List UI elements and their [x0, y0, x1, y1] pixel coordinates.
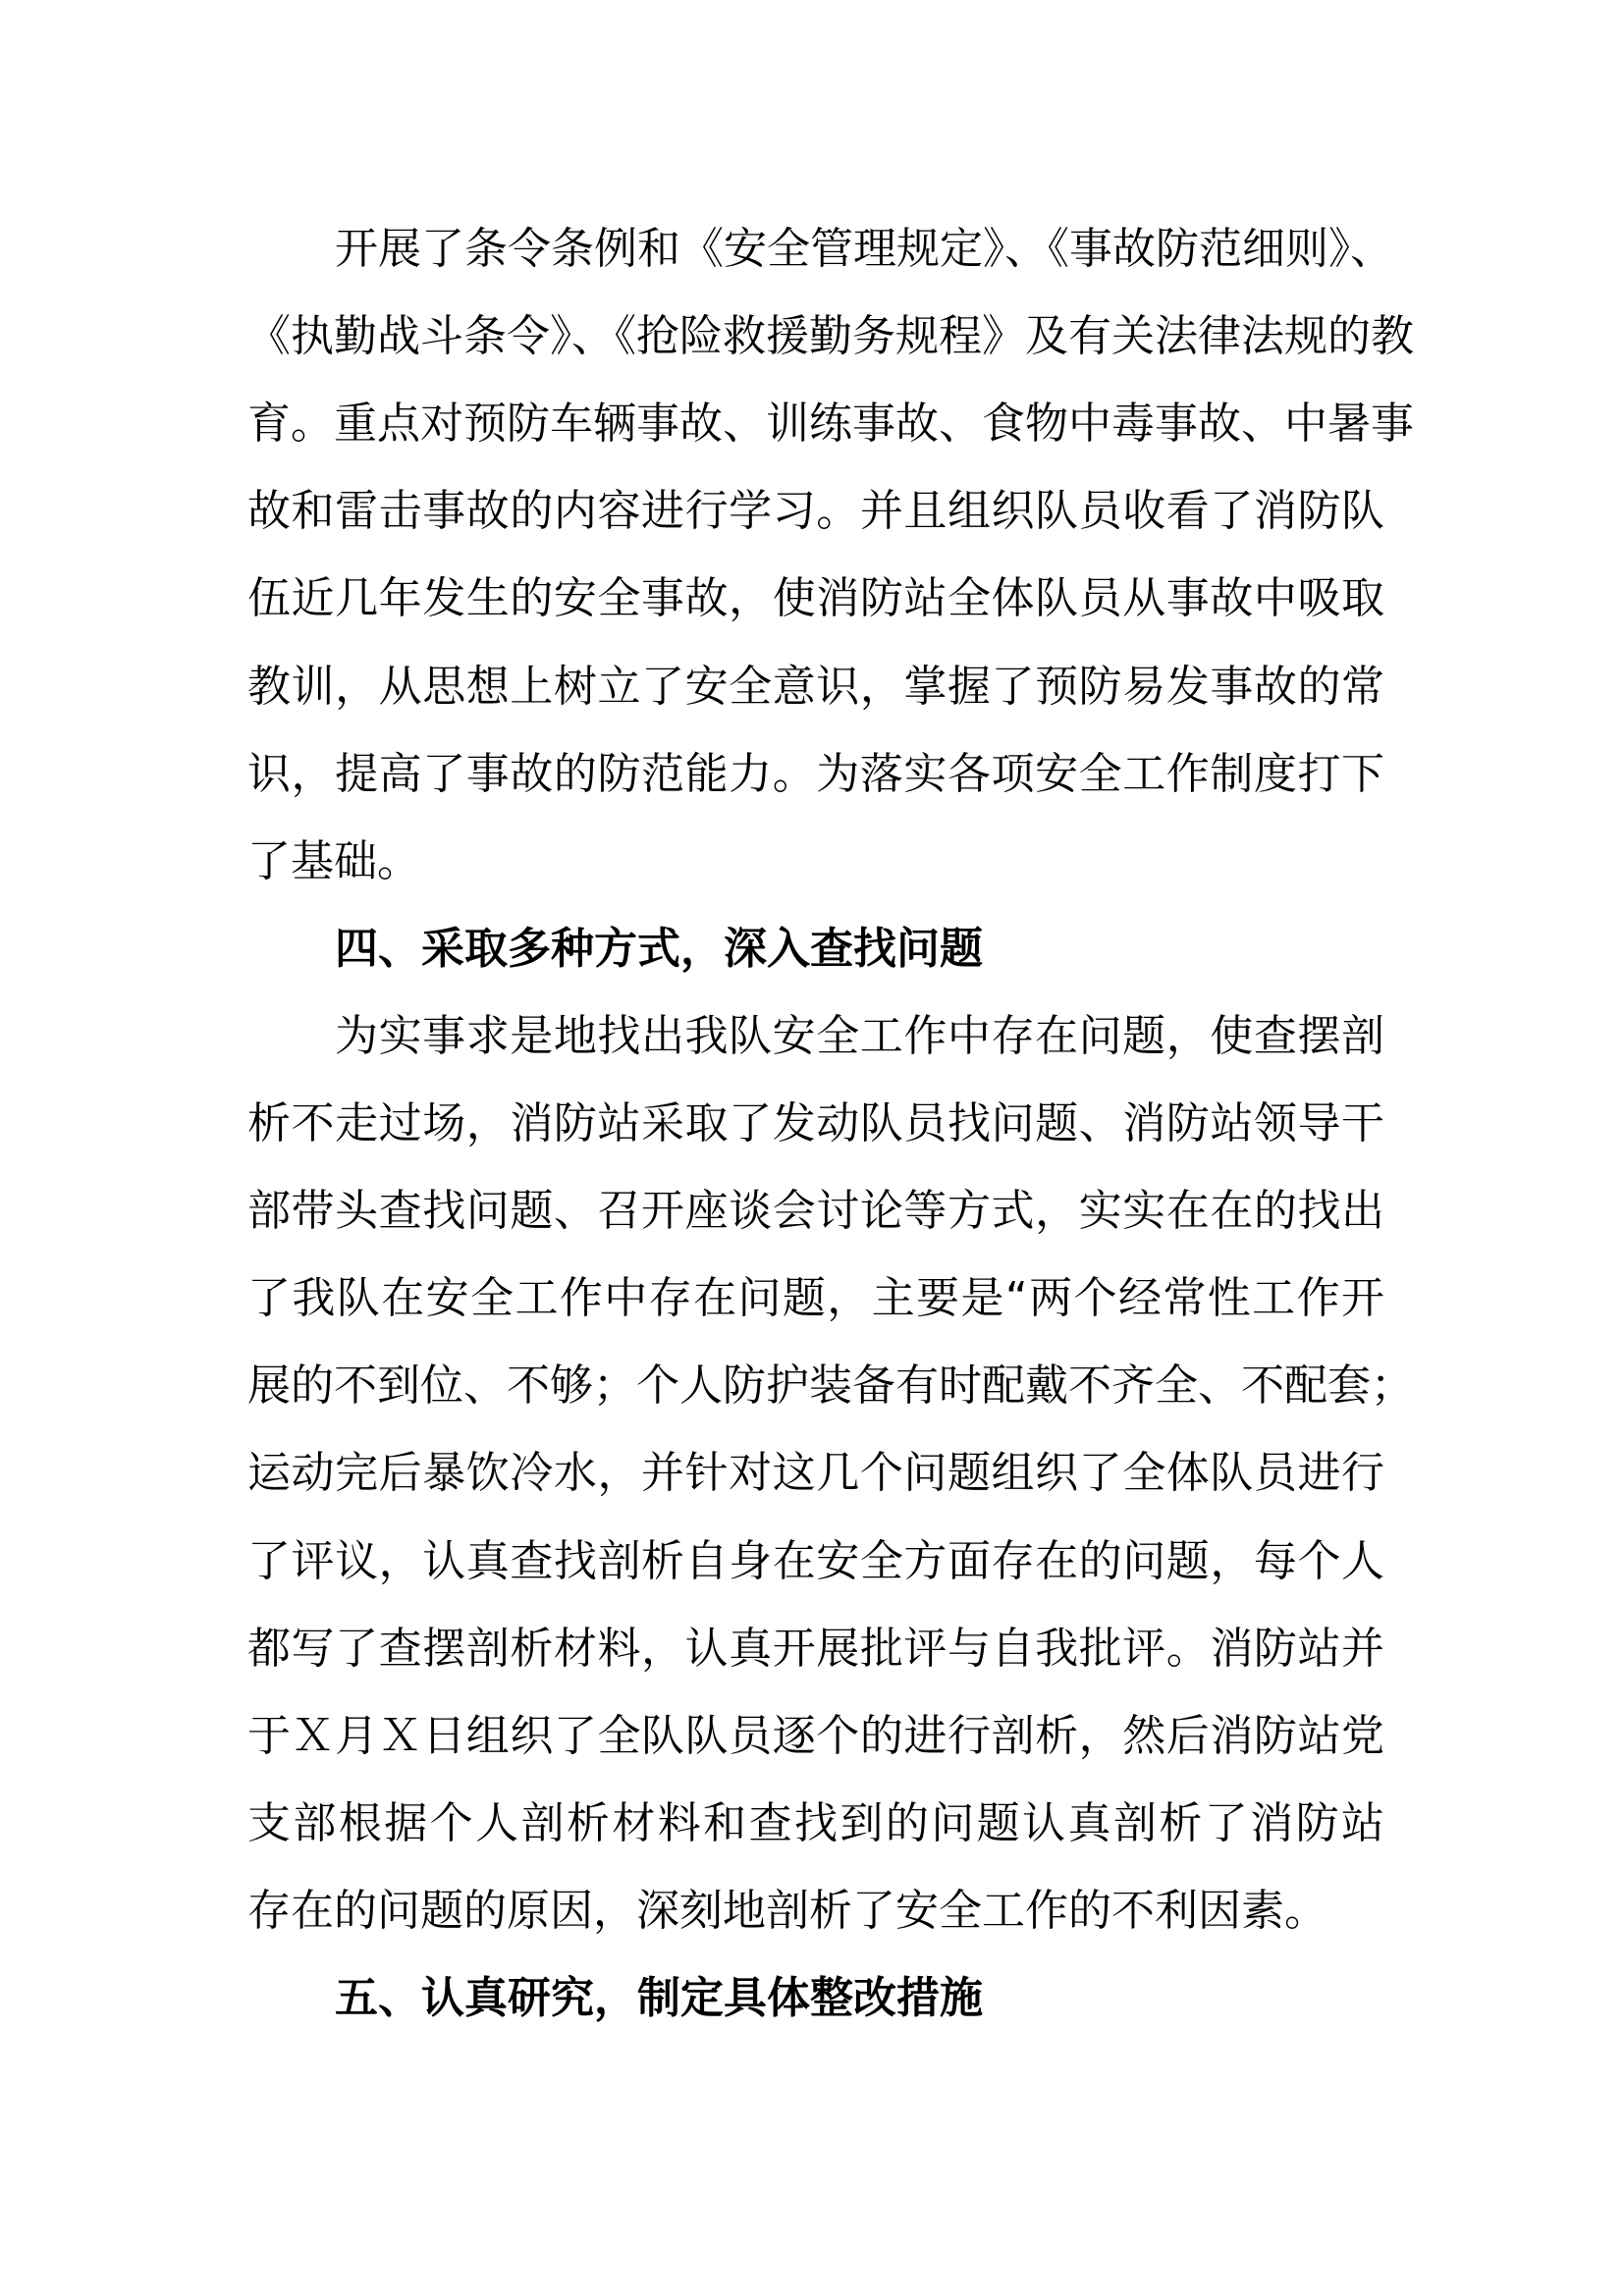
- paragraph-line: 了我队在安全工作中存在问题，主要是“两个经常性工作开: [247, 1273, 1384, 1324]
- paragraph-line: 伍近几年发生的安全事故，使消防站全体队员从事故中吸取: [247, 573, 1384, 624]
- paragraph-line: 于Ｘ月Ｘ日组织了全队队员逐个的进行剖析，然后消防站党: [247, 1710, 1384, 1761]
- paragraph-line: 展的不到位、不够；个人防护装备有时配戴不齐全、不配套；: [247, 1361, 1414, 1412]
- paragraph-line: 部带头查找问题、召开座谈会讨论等方式，实实在在的找出: [247, 1186, 1384, 1237]
- paragraph-line: 故和雷击事故的内容进行学习。并且组织队员收看了消防队: [247, 486, 1384, 537]
- paragraph-line: 运动完后暴饮冷水，并针对这几个问题组织了全体队员进行: [247, 1448, 1384, 1499]
- paragraph-line: 教训，从思想上树立了安全意识，掌握了预防易发事故的常: [247, 661, 1384, 712]
- paragraph-line: 识，提高了事故的防范能力。为落实各项安全工作制度打下: [247, 748, 1384, 799]
- paragraph-line: 为实事求是地找出我队安全工作中存在问题，使查摆剖: [335, 1010, 1384, 1061]
- paragraph-line: 开展了条令条例和《安全管理规定》、《事故防范细则》、: [335, 224, 1393, 274]
- paragraph-line: 育。重点对预防车辆事故、训练事故、食物中毒事故、中暑事: [247, 399, 1414, 450]
- section-heading: 五、认真研究，制定具体整改措施: [335, 1973, 983, 2023]
- paragraph-line: 都写了查摆剖析材料，认真开展批评与自我批评。消防站并: [247, 1623, 1384, 1674]
- paragraph-line: 析不走过场，消防站采取了发动队员找问题、消防站领导干: [247, 1098, 1384, 1148]
- paragraph-line: 支部根据个人剖析材料和查找到的问题认真剖析了消防站: [247, 1797, 1384, 1848]
- section-heading: 四、采取多种方式，深入查找问题: [335, 923, 983, 974]
- paragraph-line: 了基础。: [247, 835, 420, 886]
- paragraph-line: 《执勤战斗条令》、《抢险救援勤务规程》及有关法律法规的教: [247, 311, 1414, 362]
- paragraph-line: 了评议，认真查找剖析自身在安全方面存在的问题，每个人: [247, 1535, 1384, 1586]
- paragraph-line: 存在的问题的原因，深刻地剖析了安全工作的不利因素。: [247, 1885, 1327, 1936]
